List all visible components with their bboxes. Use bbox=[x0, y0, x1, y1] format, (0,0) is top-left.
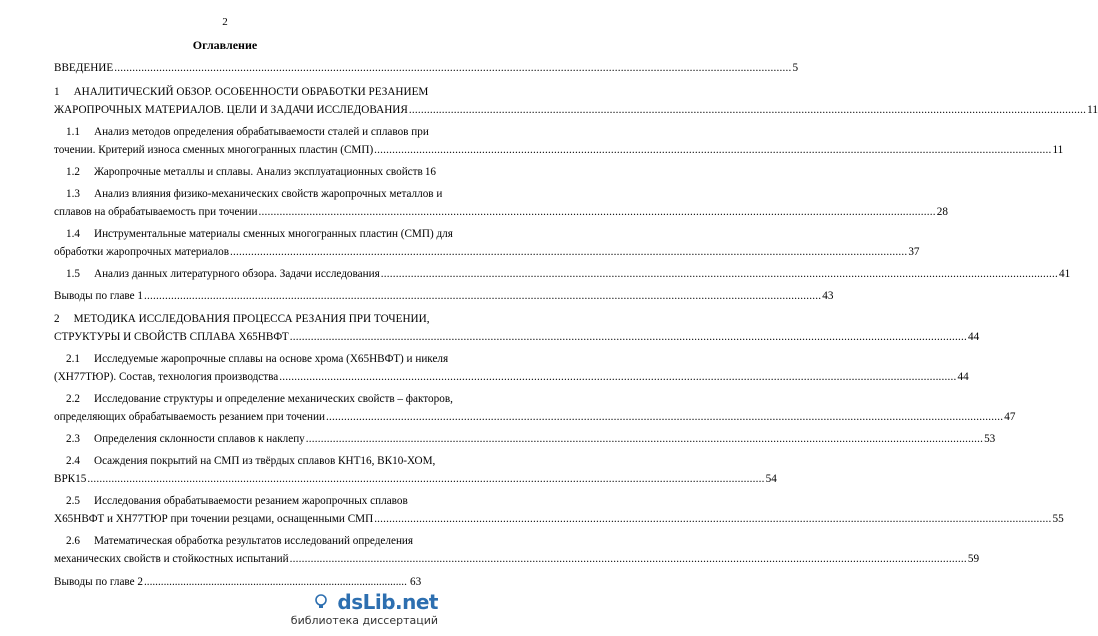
toc-entry-number: 2.1 bbox=[66, 353, 80, 365]
toc-entry-2-6-cont[interactable] bbox=[54, 553, 980, 566]
toc-entry-1-5[interactable] bbox=[66, 268, 1071, 281]
watermark[interactable] bbox=[272, 590, 442, 630]
toc-page-number: 44 bbox=[957, 371, 969, 383]
toc-entry-1-2[interactable] bbox=[66, 166, 437, 179]
toc-entry-number: 2.4 bbox=[66, 455, 80, 467]
toc-entry-text-line: АНАЛИТИЧЕСКИЙ ОБЗОР. ОСОБЕННОСТИ ОБРАБОТКИ РЕЗАНИЕМ bbox=[73, 86, 429, 98]
toc-entry-text: механических свойств и стойкостных испытаний bbox=[54, 553, 289, 565]
toc-entry-chapter-2-cont[interactable] bbox=[54, 331, 980, 344]
toc-page-number: 41 bbox=[1059, 268, 1071, 280]
toc-entry-text-line: Анализ методов определения обрабатываемости сталей и сплавов при bbox=[93, 126, 429, 138]
toc-entry-text: Жаропрочные металлы и сплавы. Анализ эксплуатационных свойств bbox=[93, 166, 423, 178]
toc-entry-chapter-2[interactable] bbox=[54, 313, 430, 326]
toc-entry-number: 1.2 bbox=[66, 166, 80, 178]
toc-page-number: 54 bbox=[765, 473, 777, 485]
toc-entry-number: 2 bbox=[54, 313, 60, 325]
dot-leader bbox=[279, 371, 956, 384]
toc-entry-text-line: Исследуемые жаропрочные сплавы на основе хрома (Х65НВФТ) и никеля bbox=[93, 353, 449, 365]
toc-entry-number: 2.3 bbox=[66, 433, 80, 445]
toc-page-number: 47 bbox=[1004, 411, 1016, 423]
toc-entry-2-4-cont[interactable] bbox=[54, 473, 777, 486]
toc-entry-number: 1.3 bbox=[66, 188, 80, 200]
toc-entry-text: (ХН77ТЮР). Состав, технология производства bbox=[54, 371, 279, 383]
dot-leader bbox=[326, 411, 1003, 424]
toc-entry-text: Определения склонности сплавов к наклепу bbox=[93, 433, 305, 445]
toc-entry-2-5-cont[interactable] bbox=[54, 513, 1064, 526]
toc-entry-2-3[interactable] bbox=[66, 433, 996, 446]
toc-entry-text: Выводы по главе 2 bbox=[54, 576, 143, 588]
toc-entry-text: ЖАРОПРОЧНЫХ МАТЕРИАЛОВ. ЦЕЛИ И ЗАДАЧИ ИССЛЕДОВАНИЯ bbox=[54, 104, 408, 116]
toc-page-number-conclusions-2: 63 bbox=[410, 576, 422, 588]
toc-entry-text: точении. Критерий износа сменных многогранных пластин (СМП) bbox=[54, 144, 374, 156]
toc-entry-text: сплавов на обрабатываемость при точении bbox=[54, 206, 258, 218]
toc-entry-1-3-cont[interactable] bbox=[54, 206, 948, 219]
toc-entry-text: Х65НВФТ и ХН77ТЮР при точении резцами, оснащенными СМП bbox=[54, 513, 374, 525]
toc-entry-2-1-cont[interactable] bbox=[54, 371, 969, 384]
toc-entry-text: ВРК15 bbox=[54, 473, 87, 485]
dot-leader bbox=[374, 144, 1051, 157]
toc-entry-conclusions-1[interactable] bbox=[54, 290, 834, 303]
toc-page-number: 59 bbox=[967, 553, 980, 565]
toc-entry-text-line: Анализ влияния физико-механических свойств жаропрочных металлов и bbox=[93, 188, 443, 200]
toc-entry-text-line: Инструментальные материалы сменных многогранных пластин (СМП) для bbox=[93, 228, 453, 240]
dot-leader bbox=[144, 290, 821, 303]
dot-leader bbox=[381, 268, 1058, 281]
dot-leader bbox=[290, 331, 967, 344]
toc-entry-text: СТРУКТУРЫ И СВОЙСТВ СПЛАВА Х65НВФТ bbox=[54, 331, 289, 343]
dot-leader bbox=[114, 62, 791, 75]
toc-page-number: 55 bbox=[1052, 513, 1064, 525]
toc-entry-2-1[interactable] bbox=[66, 353, 449, 366]
toc-entry-1-1[interactable] bbox=[66, 126, 429, 139]
page-title: Оглавление bbox=[192, 38, 258, 52]
dot-leader bbox=[87, 473, 764, 486]
toc-entry-text-line: Исследования обрабатываемости резанием жаропрочных сплавов bbox=[93, 495, 408, 507]
toc-entry-chapter-1-cont[interactable] bbox=[54, 104, 1098, 117]
toc-page-number: 43 bbox=[822, 290, 834, 302]
toc-entry-text-line: Исследование структуры и определение механических свойств – факторов, bbox=[93, 393, 453, 405]
dot-leader bbox=[374, 513, 1051, 526]
toc-entry-text bbox=[74, 86, 429, 99]
toc-entry-number: 1 bbox=[54, 86, 60, 98]
toc-entry-introduction[interactable] bbox=[54, 62, 799, 75]
toc-entry-text-line: МЕТОДИКА ИССЛЕДОВАНИЯ ПРОЦЕССА РЕЗАНИЯ ПРИ ТОЧЕНИИ, bbox=[73, 313, 430, 325]
toc-entry-1-1-cont[interactable] bbox=[54, 144, 1064, 157]
watermark-subtitle: библиотека диссертаций bbox=[290, 614, 438, 627]
dot-leader bbox=[409, 104, 1086, 117]
dot-leader bbox=[258, 206, 935, 219]
toc-entry-2-6[interactable] bbox=[66, 535, 424, 548]
toc-entry-number: 2.6 bbox=[66, 535, 80, 547]
toc-page-number: 11 bbox=[1087, 104, 1098, 116]
toc-entry-number: 1.4 bbox=[66, 228, 80, 240]
toc-entry-1-4-cont[interactable] bbox=[54, 246, 920, 259]
toc-entry-1-4[interactable] bbox=[66, 228, 453, 241]
toc-entry-2-5[interactable] bbox=[66, 495, 424, 508]
toc-entry-text: обработки жаропрочных материалов bbox=[54, 246, 230, 258]
toc-page-number: 37 bbox=[908, 246, 920, 258]
toc-entry-conclusions-2[interactable] bbox=[54, 576, 407, 589]
toc-page-number: 5 bbox=[792, 62, 799, 74]
dot-leader bbox=[306, 433, 983, 446]
toc-entry-number: 2.2 bbox=[66, 393, 80, 405]
toc-entry-chapter-1[interactable] bbox=[54, 86, 429, 99]
lightbulb-icon bbox=[312, 593, 330, 611]
toc-page-number: 11 bbox=[1052, 144, 1064, 156]
toc-page-number: 28 bbox=[936, 206, 948, 218]
toc-entry-text-line: Осаждения покрытий на СМП из твёрдых сплавов КНТ16, ВК10-ХОМ, bbox=[93, 455, 436, 467]
toc-page-number: 53 bbox=[984, 433, 996, 445]
toc-entry-2-4[interactable] bbox=[66, 455, 436, 468]
toc-entry-1-3[interactable] bbox=[66, 188, 443, 201]
toc-entry-text: Выводы по главе 1 bbox=[54, 290, 143, 302]
toc-entry-text: Анализ данных литературного обзора. Задачи исследования bbox=[93, 268, 380, 280]
toc-entry-2-2-cont[interactable] bbox=[54, 411, 1016, 424]
dot-leader bbox=[230, 246, 907, 259]
toc-entry-number: 2.5 bbox=[66, 495, 80, 507]
dot-leader bbox=[290, 553, 967, 566]
toc-entry-number: 1.5 bbox=[66, 268, 80, 280]
toc-page-number: 16 bbox=[424, 166, 437, 178]
dot-leader: .............................................................................................. bbox=[143, 576, 407, 588]
toc-page-number: 44 bbox=[968, 331, 980, 343]
watermark-logo: dsLib.net bbox=[337, 590, 438, 614]
toc-entry-2-2[interactable] bbox=[66, 393, 453, 406]
toc-entry-text: ВВЕДЕНИЕ bbox=[54, 62, 114, 74]
toc-entry-text-line: Математическая обработка результатов исследований определения bbox=[93, 535, 414, 547]
toc-entry-text: определяющих обрабатываемость резанием при точении bbox=[54, 411, 325, 423]
page-number: 2 bbox=[222, 16, 228, 28]
toc-entry-number: 1.1 bbox=[66, 126, 80, 138]
